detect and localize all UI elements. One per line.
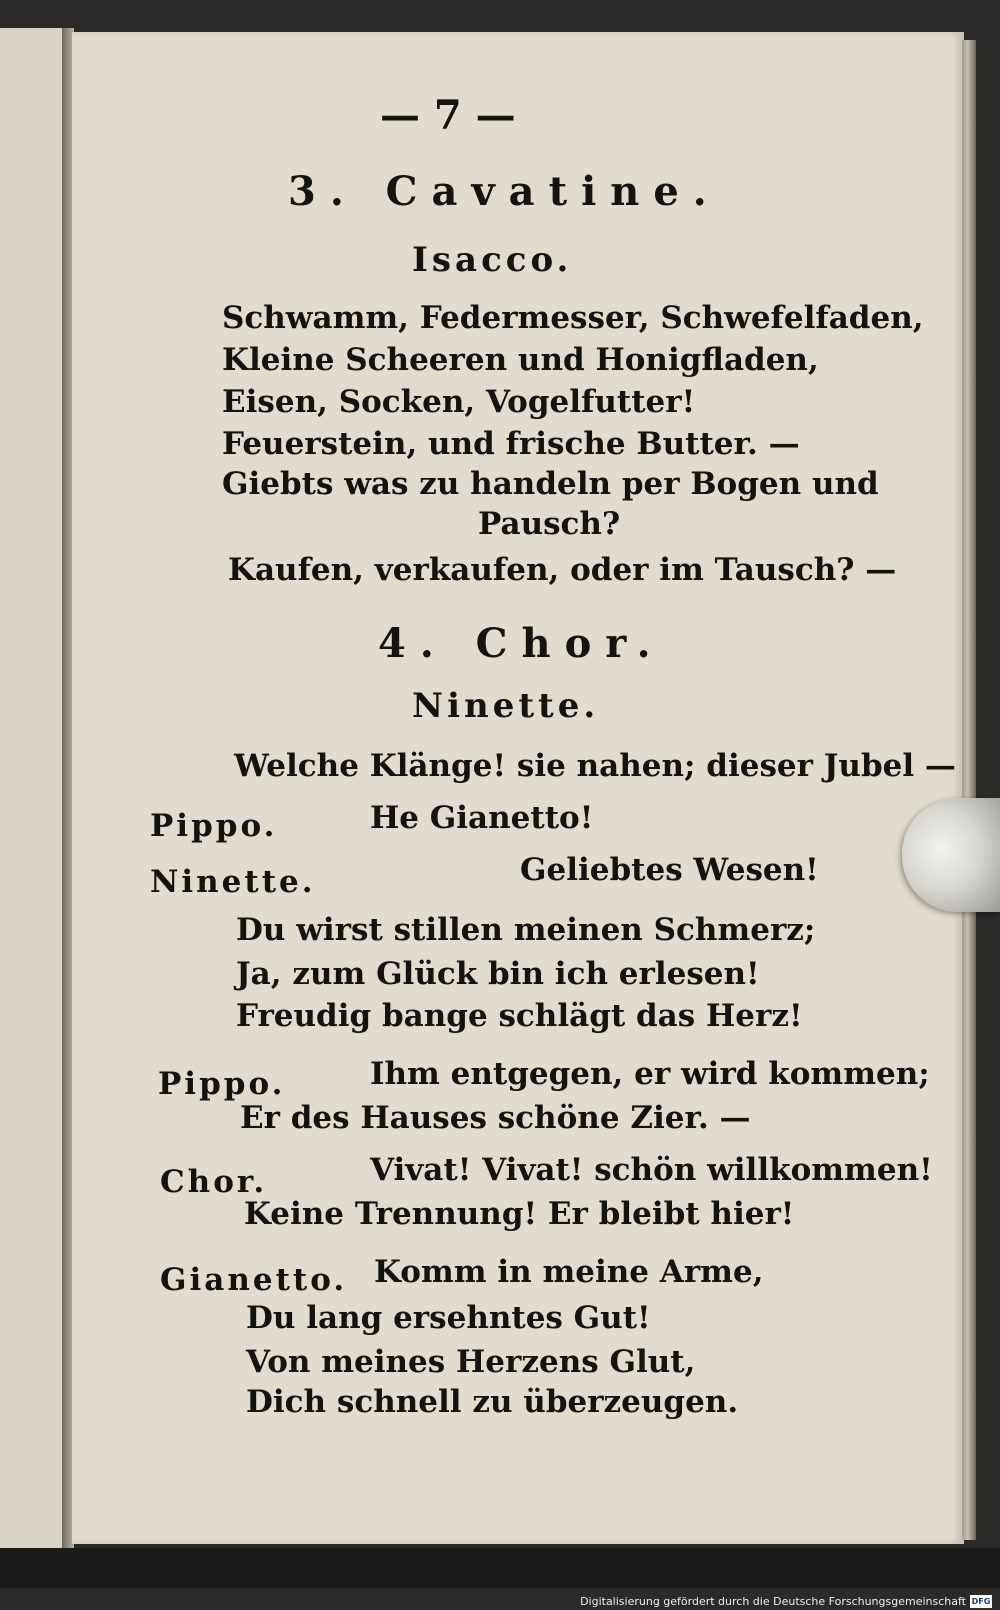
credit-text: Digitalisierung gefördert durch die Deutsche Forschungsgemeinschaft [580,1594,966,1608]
page-number: — 7 — [380,92,516,139]
dialogue-line: He Gianetto! [370,800,594,836]
dialogue-line: Geliebtes Wesen! [520,852,819,888]
dialogue-line: Keine Trennung! Er bleibt hier! [244,1196,795,1232]
dialogue-line: Er des Hauses schöne Zier. — [240,1100,751,1136]
dfg-logo-icon: DFG [971,1596,991,1606]
verse-line: Pausch? [478,506,621,542]
speaker-name: Pippo. [158,1066,286,1102]
section-heading-cavatine: 3. Cavatine. [288,168,721,215]
verse-line: Feuerstein, und frische Butter. — [222,426,800,462]
speaker-name: Gianetto. [160,1262,348,1298]
speaker-ninette: Ninette. [412,686,600,726]
scan-bottom-strip [0,1548,1000,1588]
verse-line: Schwamm, Federmesser, Schwefelfaden, [222,300,924,336]
dialogue-line: Von meines Herzens Glut, [246,1344,696,1380]
verse-line: Kleine Scheeren und Honigfladen, [222,342,819,378]
verse-line: Welche Klänge! sie nahen; dieser Jubel — [234,748,956,784]
dialogue-line: Komm in meine Arme, [374,1254,764,1290]
verse-line: Giebts was zu handeln per Bogen und [222,466,879,502]
dialogue-line: Ja, zum Glück bin ich erlesen! [236,956,760,992]
dialogue-line: Vivat! Vivat! schön willkommen! [370,1152,933,1188]
dialogue-line: Freudig bange schlägt das Herz! [236,998,803,1034]
speaker-name: Ninette. [150,864,316,900]
page-edge [962,40,976,1540]
speaker-name: Pippo. [150,808,278,844]
dialogue-line: Ihm entgegen, er wird kommen; [370,1056,930,1092]
dialogue-line: Du wirst stillen meinen Schmerz; [236,912,816,948]
speaker-name: Chor. [160,1164,268,1200]
verse-line: Eisen, Socken, Vogelfutter! [222,384,696,420]
speaker-isacco: Isacco. [412,240,573,280]
section-heading-chor: 4. Chor. [378,620,665,667]
dialogue-line: Du lang ersehntes Gut! [246,1300,651,1336]
verse-line: Kaufen, verkaufen, oder im Tausch? — [228,552,897,588]
digitization-credit [580,1592,992,1610]
dialogue-line: Dich schnell zu überzeugen. [246,1384,739,1420]
left-page-fragment [0,28,68,1548]
